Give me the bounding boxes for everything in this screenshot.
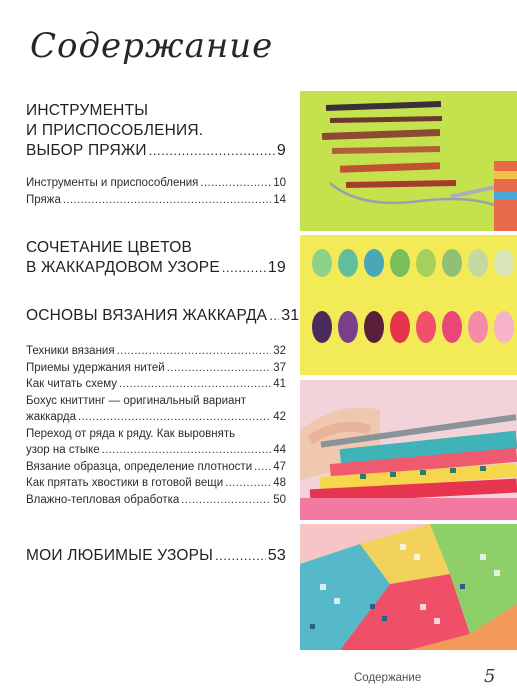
toc-subentry[interactable]: [26, 360, 286, 377]
toc-subentry[interactable]: [26, 175, 286, 192]
toc-subentry-label: Как прятать хвостики в готовой вещи: [26, 477, 224, 489]
toc-subentry[interactable]: [26, 492, 286, 509]
photo-yarn-skeins: [300, 235, 517, 375]
footer-page-number: 5: [484, 666, 496, 687]
dot-leader: [222, 258, 266, 278]
toc-heading-line: ВЫБОР ПРЯЖИ: [26, 142, 147, 159]
dot-leader: [102, 442, 272, 459]
photo-knitting-in-progress: [300, 380, 517, 520]
dot-leader: [63, 192, 271, 209]
toc-subentry-label: Переход от ряда к ряду. Как выровнять: [26, 427, 236, 440]
toc-page-number: 48: [273, 477, 286, 489]
toc-subentry[interactable]: [26, 459, 286, 476]
toc-entry[interactable]: [26, 306, 300, 326]
footer-section-label: Содержание: [354, 672, 422, 684]
toc-heading-line: ИНСТРУМЕНТЫ: [26, 102, 149, 119]
toc-heading: [26, 238, 286, 278]
toc-entry[interactable]: [26, 258, 286, 278]
toc-heading-line: ОСНОВЫ ВЯЗАНИЯ ЖАККАРДА: [26, 307, 268, 324]
toc-subentry-label: Как читать схему: [26, 378, 118, 390]
toc-page-number: 19: [267, 259, 286, 276]
toc-subentry-label: Техники вязания: [26, 345, 115, 357]
toc-page-number: 9: [276, 142, 286, 159]
toc-page-number: 10: [273, 177, 286, 189]
toc-section-basics: [26, 306, 300, 508]
toc-page-number: 14: [273, 193, 286, 206]
toc-subentry[interactable]: [26, 475, 286, 492]
toc-subentry-label: Вязание образца, определение плотности: [26, 460, 253, 473]
toc-page-number: 37: [273, 361, 286, 374]
toc-subentry-label: узор на стыке: [26, 444, 100, 456]
photo-knitting-needles: [300, 91, 517, 231]
toc-subentry[interactable]: [26, 343, 286, 360]
toc-page-number: 32: [273, 345, 286, 357]
toc-subentry-label: Инструменты и приспособления: [26, 177, 199, 189]
dot-leader: [149, 141, 275, 161]
toc-subentry-label: жаккарда: [26, 411, 77, 423]
toc-heading-line: И ПРИСПОСОБЛЕНИЯ.: [26, 122, 204, 139]
toc-entry[interactable]: [26, 141, 286, 161]
toc-subentry-label: Влажно-тепловая обработка: [26, 493, 180, 506]
dot-leader: [215, 546, 266, 566]
toc-page-number: 53: [267, 547, 286, 564]
toc-heading-line: МОИ ЛЮБИМЫЕ УЗОРЫ: [26, 547, 214, 564]
toc-section-tools: [26, 101, 286, 208]
dot-leader: [200, 175, 271, 192]
toc-heading-line: СОЧЕТАНИЕ ЦВЕТОВ: [26, 239, 193, 256]
photo-knitted-patterns: [300, 524, 517, 650]
toc-heading-line: В ЖАККАРДОВОМ УЗОРЕ: [26, 259, 220, 276]
toc-subentry[interactable]: [26, 393, 286, 426]
dot-leader: [78, 409, 271, 426]
toc-page-number: 42: [273, 411, 286, 423]
dot-leader: [119, 376, 271, 393]
page-title: Содержание: [30, 26, 274, 66]
dot-leader: [181, 492, 271, 509]
toc-subentry[interactable]: [26, 426, 286, 459]
dot-leader: [254, 459, 271, 476]
dot-leader: [117, 343, 272, 360]
toc-page-number: 41: [273, 378, 286, 390]
dot-leader: [167, 360, 271, 377]
toc-page-number: 44: [273, 444, 286, 456]
toc-heading: [26, 546, 286, 566]
toc-page-number: 47: [273, 460, 286, 473]
toc-heading: [26, 101, 286, 161]
toc-subitems: [26, 343, 286, 508]
toc-subentry-label: Бохус книттинг — оригинальный вариант: [26, 394, 247, 407]
toc-subentry[interactable]: [26, 192, 286, 209]
toc-section-patterns: [26, 546, 286, 566]
toc-section-colors: [26, 238, 286, 278]
toc-subentry-label: Пряжа: [26, 193, 61, 206]
dot-leader: [225, 475, 271, 492]
toc-heading: [26, 306, 300, 326]
toc-subentry[interactable]: [26, 376, 286, 393]
dot-leader: [269, 306, 279, 326]
toc-subitems: [26, 175, 286, 208]
toc-page-number: 50: [273, 493, 286, 506]
toc-entry[interactable]: [26, 546, 286, 566]
toc-subentry-label: Приемы удержания нитей: [26, 361, 165, 374]
toc-page-number: 31: [281, 307, 300, 324]
